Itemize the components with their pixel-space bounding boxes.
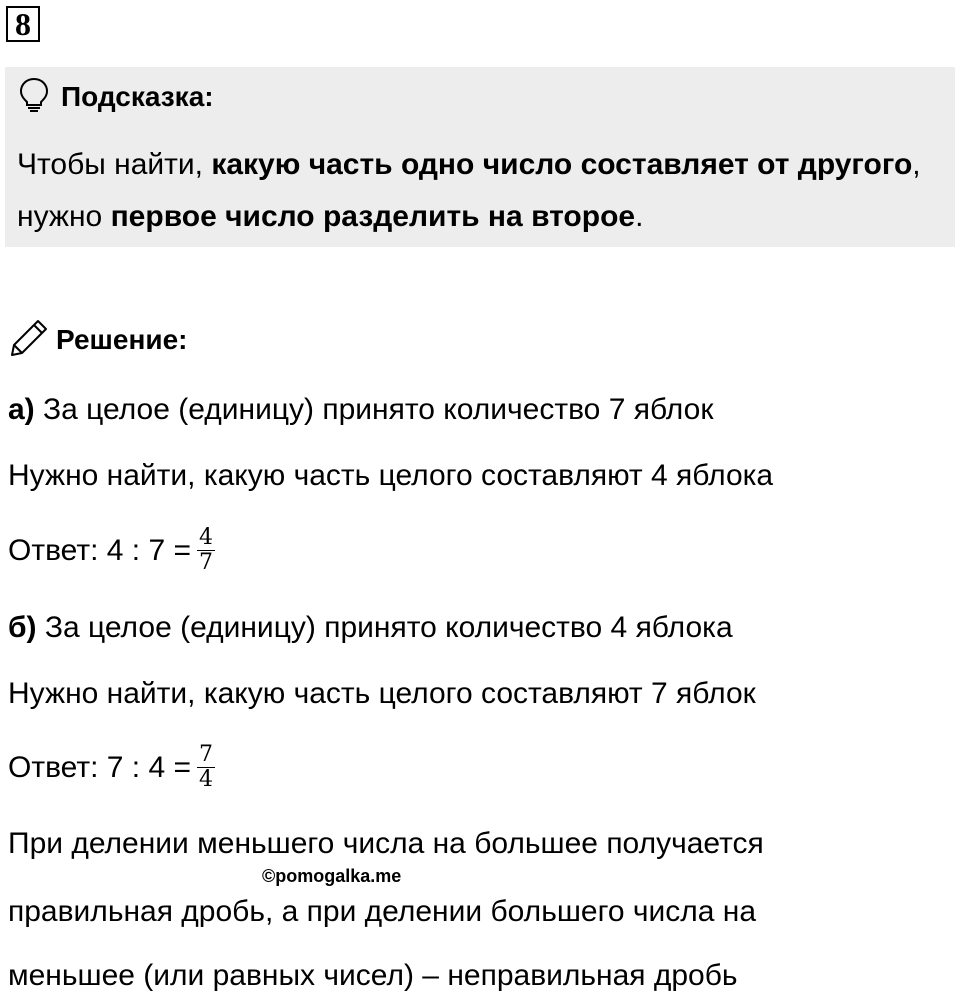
hint-title: Подсказка: — [61, 81, 214, 112]
hint-text-bold2: первое число разделить на второе — [110, 200, 636, 233]
part-a-text: За целое (единицу) принято количество 7 яблок — [34, 393, 714, 426]
watermark: ©pomogalka.me — [262, 866, 402, 886]
hint-header — [19, 79, 214, 115]
part-b-line2: Нужно найти, какую часть целого составляют 7 яблок — [8, 677, 756, 710]
solution-header — [8, 318, 187, 362]
part-a-denominator: 7 — [199, 550, 214, 575]
part-a-line2: Нужно найти, какую часть целого составляют 4 яблока — [8, 459, 774, 492]
part-a-numerator: 4 — [199, 525, 214, 550]
part-b-fraction — [197, 743, 215, 792]
hint-text-part1: Чтобы найти, — [17, 148, 212, 181]
part-b-label: б) — [8, 611, 37, 644]
part-b-line1 — [8, 610, 733, 646]
conclusion-line1: При делении меньшего числа на большее получается — [8, 827, 764, 860]
hint-text — [17, 139, 937, 243]
hint-box — [5, 67, 955, 247]
conclusion-line3: меньшее (или равных чисел) – неправильная дробь — [8, 959, 738, 992]
solution-title: Решение: — [56, 324, 188, 355]
part-b-text: За целое (единицу) принято количество 4 яблока — [36, 611, 733, 644]
part-b-answer-text: Ответ: 7 : 4 = — [8, 750, 192, 784]
hint-text-bold1: какую часть одно число составляет от другого — [211, 148, 913, 181]
part-a-label: а) — [8, 393, 35, 426]
task-number: 8 — [6, 6, 40, 42]
part-a-line1 — [8, 392, 713, 428]
part-b-numerator: 7 — [199, 742, 214, 767]
hint-text-part2: , нужно — [17, 148, 921, 233]
part-a-answer-text: Ответ: 4 : 7 = — [8, 533, 192, 567]
part-b-denominator: 4 — [199, 767, 214, 792]
lightbulb-icon — [19, 77, 49, 118]
pencil-icon — [8, 317, 50, 364]
part-a-fraction — [197, 526, 215, 575]
hint-text-part3: . — [635, 200, 644, 233]
conclusion-line2: правильная дробь, а при делении большего числа на — [8, 895, 757, 928]
part-a-answer — [8, 526, 215, 575]
part-b-answer — [8, 743, 215, 792]
